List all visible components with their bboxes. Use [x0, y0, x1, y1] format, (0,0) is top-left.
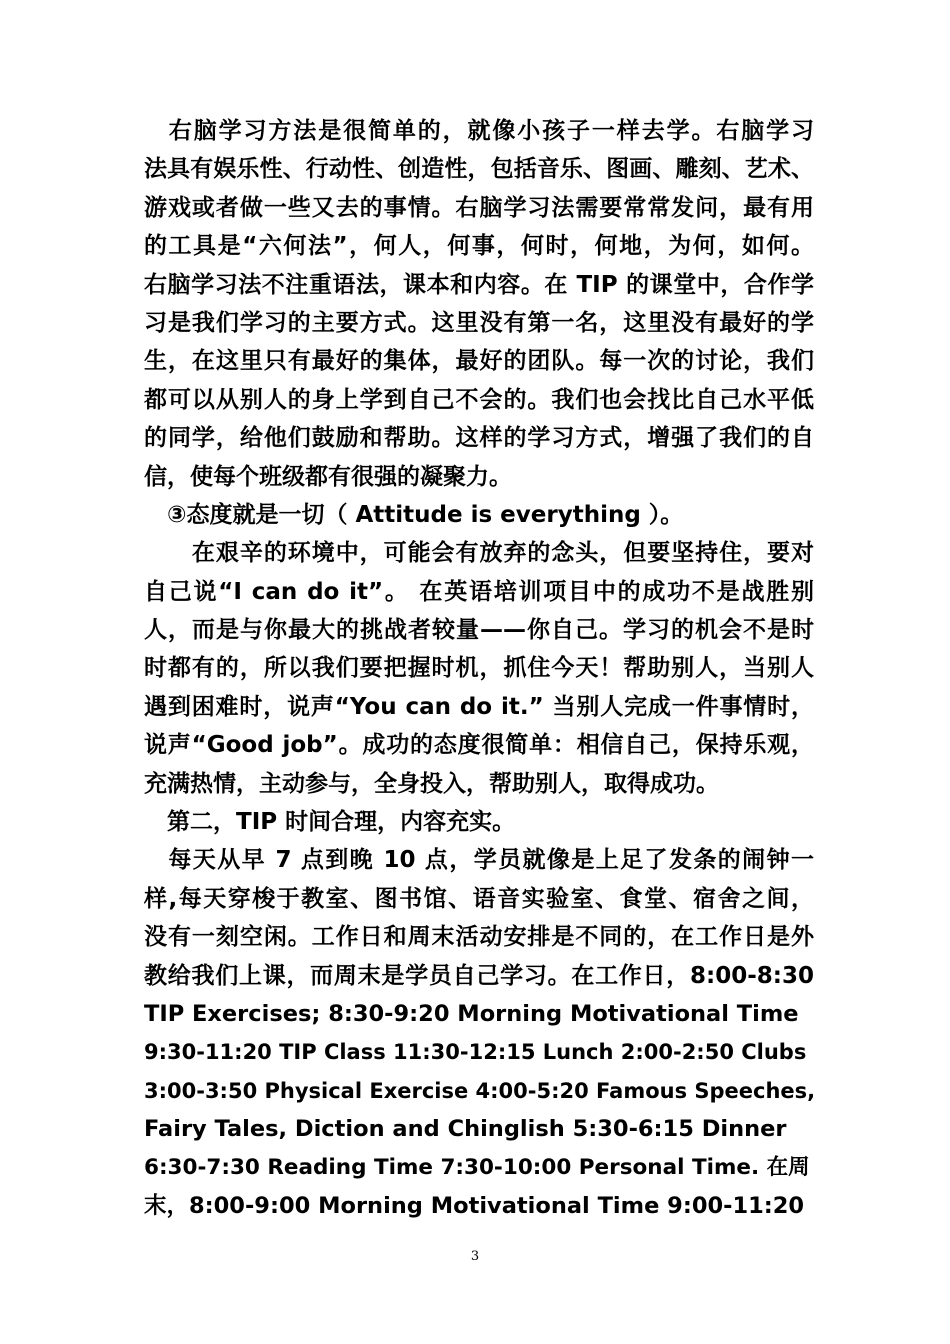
text-line: 的同学，给他们鼓励和帮助。这样的学习方式，增强了我们的自: [144, 425, 814, 452]
section-heading: ③态度就是一切（ Attitude is everything ）。: [144, 501, 684, 528]
text-line: 自己说“I can do it”。 在英语培训项目中的成功不是战胜别: [144, 578, 814, 605]
text-line: 没有一刻空闲。工作日和周末活动安排是不同的，在工作日是外: [144, 924, 814, 951]
section-heading: 第二，TIP 时间合理，内容充实。: [144, 809, 516, 836]
body-text: [144, 112, 814, 1225]
schedule-line: Fairy Tales, Diction and Chinglish 5:30-6:15 Dinner: [144, 1116, 787, 1143]
text-line: 生，在这里只有最好的集体，最好的团队。每一次的讨论，我们: [144, 348, 814, 375]
text-line: 右脑学习法不注重语法，课本和内容。在 TIP 的课堂中，合作学: [144, 271, 814, 298]
text-line: 说声“Good job”。成功的态度很简单：相信自己，保持乐观，: [144, 732, 814, 759]
text-line: 样,每天穿梭于教室、图书馆、语音实验室、食堂、宿舍之间，: [144, 885, 814, 912]
text-line: 的工具是“六何法”，何人，何事，何时，何地，为何，如何。: [144, 233, 814, 260]
schedule-line: 6:30-7:30 Reading Time 7:30-10:00 Personal Time. 在周: [144, 1154, 810, 1180]
schedule-line: 3:00-3:50 Physical Exercise 4:00-5:20 Famous Speeches,: [144, 1078, 816, 1103]
text-line: 习是我们学习的主要方式。这里没有第一名，这里没有最好的学: [144, 309, 814, 336]
text-line: 信，使每个班级都有很强的凝聚力。: [144, 463, 512, 490]
text-line: 法具有娱乐性、行动性、创造性，包括音乐、图画、雕刻、艺术、: [144, 156, 814, 183]
schedule-line: TIP Exercises; 8:30-9:20 Morning Motivational Time: [144, 1000, 799, 1027]
text-line: 遇到困难时，说声“You can do it.” 当别人完成一件事情时，: [144, 693, 814, 720]
text-line: 游戏或者做一些又去的事情。右脑学习法需要常常发问，最有用: [144, 194, 814, 221]
text-line: 充满热情，主动参与，全身投入，帮助别人，取得成功。: [144, 770, 719, 797]
text-line: 人，而是与你最大的挑战者较量——你自己。学习的机会不是时: [144, 617, 814, 644]
text-line: 时都有的，所以我们要把握时机，抓住今天！帮助别人，当别人: [144, 655, 814, 682]
text-line: 教给我们上课，而周末是学员自己学习。在工作日，8:00-8:30: [144, 962, 814, 989]
text-line: 右脑学习方法是很简单的，就像小孩子一样去学。右脑学习: [144, 118, 814, 144]
page-number: 3: [470, 1249, 480, 1264]
schedule-line: 末，8:00-9:00 Morning Motivational Time 9:00-11:20: [144, 1192, 805, 1219]
text-line: 在艰辛的环境中，可能会有放弃的念头，但要坚持住，要对: [144, 540, 814, 567]
text-line: 每天从早 7 点到晚 10 点，学员就像是上足了发条的闹钟一: [144, 847, 814, 874]
text-line: 都可以从别人的身上学到自己不会的。我们也会找比自己水平低: [144, 386, 814, 413]
schedule-line: 9:30-11:20 TIP Class 11:30-12:15 Lunch 2:00-2:50 Clubs: [144, 1040, 807, 1065]
